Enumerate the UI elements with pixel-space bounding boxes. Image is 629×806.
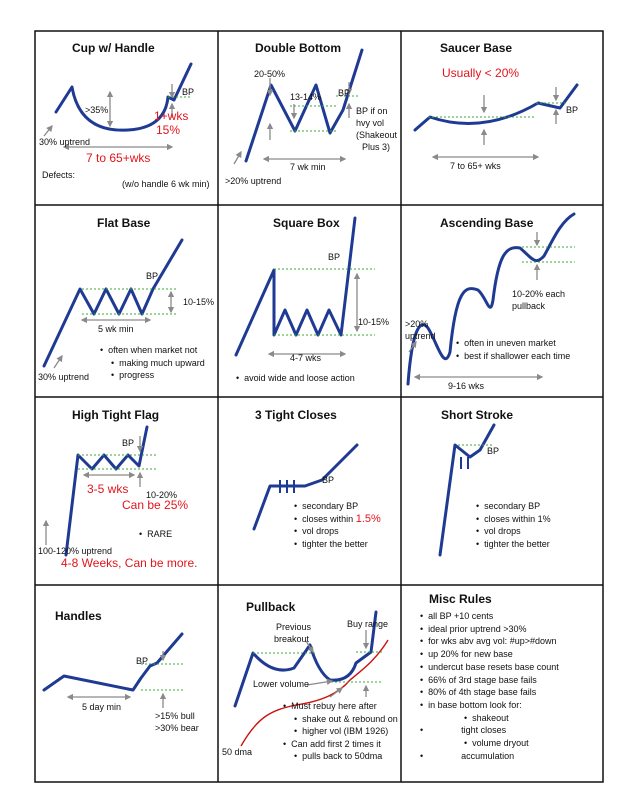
flat-base-title: Flat Base	[97, 216, 151, 230]
saucer-base-graphic	[415, 85, 577, 157]
misc-subitem-2	[420, 724, 559, 737]
pullback-note-1-line-2: • shake out & rebound on	[283, 713, 398, 726]
pullback-note-2-line-2: • pulls back to 50dma	[283, 750, 398, 763]
handles-bull: >15% bull	[155, 711, 195, 721]
high-tight-flag-uptrend: 100-120% uptrend	[38, 546, 113, 556]
misc-subitem-1: • shakeout	[420, 712, 559, 725]
high-tight-flag-depth: 10-20%	[146, 490, 178, 500]
ascending-base-note-2: • best if shallower each time	[456, 350, 570, 363]
misc-rules-list	[420, 610, 559, 762]
ascending-base-notes	[456, 337, 570, 362]
double-bottom-note-2: hvy vol	[356, 118, 385, 128]
flat-base-depth: 10-15%	[183, 297, 215, 307]
misc-subitem-4-text: accumulation	[461, 750, 515, 761]
high-tight-flag-depth-note: Can be 25%	[122, 498, 189, 512]
misc-rule-1: • all BP +10 cents	[420, 610, 559, 623]
square-box-bp: BP	[328, 252, 341, 262]
high-tight-flag-rare: • RARE	[139, 528, 172, 541]
square-box-length: 4-7 wks	[290, 353, 322, 363]
cup-handle-pct: 15%	[156, 123, 181, 137]
misc-rules-title: Misc Rules	[429, 592, 492, 606]
cup-handle-defects: Defects:	[42, 170, 76, 180]
square-box-note: • avoid wide and loose action	[236, 372, 355, 385]
handles-length: 5 day min	[82, 702, 122, 712]
double-bottom-uptrend: >20% uptrend	[225, 176, 282, 186]
ascending-base-uptrend-2: uptrend	[405, 331, 436, 341]
short-stroke-note-3: • vol drops	[476, 525, 551, 538]
square-box-depth: 10-15%	[358, 317, 390, 327]
pullback-previous-2: breakout	[274, 634, 310, 644]
misc-rule-7: • 80% of 4th stage base fails	[420, 686, 559, 699]
three-tight-closes-note-1: • secondary BP	[294, 500, 381, 513]
pullback-previous-1: Previous	[276, 622, 312, 632]
saucer-base-usually: Usually < 20%	[442, 66, 520, 80]
double-bottom-second-depth: 13-14%	[290, 92, 322, 102]
short-stroke-note-2: • closes within 1%	[476, 513, 551, 526]
double-bottom-bp: BP	[338, 88, 351, 98]
three-tight-closes-note-2	[294, 513, 381, 526]
flat-base-length: 5 wk min	[98, 324, 134, 334]
square-box-title: Square Box	[273, 216, 340, 230]
high-tight-flag-bp: BP	[122, 438, 135, 448]
pullback-note-1-line-1: • Must rebuy here after	[283, 700, 398, 713]
flat-base-bp: BP	[146, 271, 159, 281]
double-bottom-note-3: (Shakeout	[356, 130, 398, 140]
high-tight-flag-weeks: 3-5 wks	[87, 482, 129, 496]
three-tight-closes-note-2-text: closes within	[302, 513, 354, 524]
ascending-base-pullback-1: 10-20% each	[512, 289, 566, 299]
handles-title: Handles	[55, 609, 102, 623]
saucer-base-length: 7 to 65+ wks	[450, 161, 501, 171]
double-bottom-note-4: Plus 3)	[362, 142, 391, 152]
ascending-base-pullback-2: pullback	[512, 301, 546, 311]
double-bottom-title: Double Bottom	[255, 41, 341, 55]
saucer-base-bp: BP	[566, 105, 579, 115]
pullback-buy-range: Buy range	[347, 619, 389, 629]
ascending-base-title: Ascending Base	[440, 216, 534, 230]
misc-subitem-4	[420, 750, 559, 763]
misc-rule-3: • for wks abv avg vol: #up>#down	[420, 635, 559, 648]
short-stroke-notes	[476, 500, 551, 550]
three-tight-closes-note-4: • tighter the better	[294, 538, 381, 551]
double-bottom-graphic	[234, 50, 362, 164]
flat-base-uptrend: 30% uptrend	[38, 372, 90, 382]
short-stroke-note-4: • tighter the better	[476, 538, 551, 551]
cup-handle-defects-note: (w/o handle 6 wk min)	[122, 179, 210, 189]
handles-bear: >30% bear	[155, 723, 199, 733]
misc-rule-5: • undercut base resets base count	[420, 661, 559, 674]
three-tight-closes-pct: 1.5%	[355, 512, 381, 525]
three-tight-closes-title: 3 Tight Closes	[255, 408, 337, 422]
flat-base-note-3: • progress	[100, 369, 205, 382]
flat-base-note-1: • often when market not	[100, 344, 205, 357]
cup-handle-weeks: 1+wks	[154, 109, 189, 123]
three-tight-closes-note-3: • vol drops	[294, 525, 381, 538]
cup-handle-bp: BP	[182, 87, 195, 97]
cup-handle-uptrend: 30% uptrend	[39, 137, 91, 147]
short-stroke-note-1: • secondary BP	[476, 500, 551, 513]
high-tight-flag-title: High Tight Flag	[72, 408, 160, 422]
ascending-base-note-1: • often in uneven market	[456, 337, 570, 350]
cup-handle-length: 7 to 65+wks	[86, 151, 151, 165]
double-bottom-length: 7 wk min	[290, 162, 326, 172]
double-bottom-depth: 20-50%	[254, 69, 286, 79]
handles-bp: BP	[136, 656, 149, 666]
flat-base-notes	[100, 344, 205, 382]
pullback-50dma: 50 dma	[222, 747, 253, 757]
misc-subitem-2-text: tight closes	[461, 725, 507, 736]
high-tight-flag-rare-note	[139, 528, 172, 541]
double-bottom-note-1: BP if on	[356, 106, 388, 116]
high-tight-flag-duration: 4-8 Weeks, Can be more.	[61, 556, 198, 570]
saucer-base-title: Saucer Base	[440, 41, 513, 55]
short-stroke-title: Short Stroke	[441, 408, 514, 422]
pullback-title: Pullback	[246, 600, 296, 614]
misc-rule-4: • up 20% for new base	[420, 648, 559, 661]
square-box-notes	[236, 372, 355, 385]
misc-rule-8: • in base bottom look for:	[420, 699, 559, 712]
pullback-note-1	[283, 700, 398, 763]
misc-rule-6: • 66% of 3rd stage base fails	[420, 674, 559, 687]
cup-handle-title: Cup w/ Handle	[72, 41, 155, 55]
misc-rule-2: • ideal prior uptrend >30%	[420, 623, 559, 636]
square-box-graphic	[236, 218, 375, 355]
pullback-note-1-line-3: • higher vol (IBM 1926)	[283, 725, 398, 738]
pullback-note-2-line-1: • Can add first 2 times it	[283, 738, 398, 751]
handles-graphic	[44, 634, 183, 708]
cup-handle-depth: >35%	[85, 105, 109, 115]
short-stroke-bp: BP	[487, 446, 500, 456]
flat-base-note-2: • making much upward	[100, 357, 205, 370]
pullback-lower-volume: Lower volume	[253, 679, 310, 689]
ascending-base-length: 9-16 wks	[448, 381, 485, 391]
three-tight-closes-notes	[294, 500, 381, 550]
three-tight-closes-bp: BP	[322, 475, 335, 485]
misc-subitem-3: • volume dryout	[420, 737, 559, 750]
ascending-base-uptrend-1: >20%	[405, 319, 429, 329]
